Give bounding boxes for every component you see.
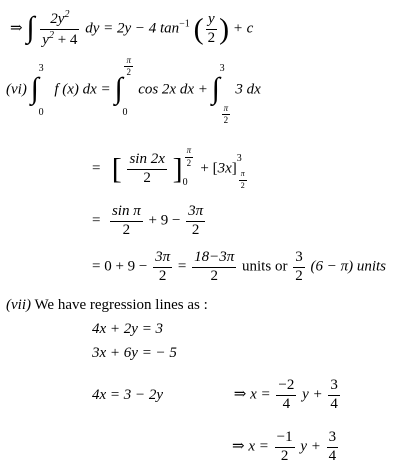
- fraction: $\frac{-1}{2}$: [276, 429, 293, 464]
- constant-term: + c: [232, 20, 254, 37]
- expression: 3 dx: [235, 81, 261, 98]
- equation-line-8: 3x + 6y = − 5: [92, 345, 177, 361]
- integral-with-limits: ∫ 3 0: [30, 63, 44, 118]
- fraction: $\frac{3}{2}$: [295, 249, 303, 284]
- fraction: $\frac{\sin 2x}{2}$: [129, 151, 165, 186]
- equation-line-10: ⇒ x = $\frac{-1}{2}$ y + $\frac{3}{4}$: [232, 429, 337, 464]
- expression: f (x) dx =: [54, 81, 111, 98]
- equation-line-3: = [ $\frac{\sin 2x}{2}$ ] $\frac{\pi}{2}$ 0 + [3x] 3 $\frac{\pi}{2}$: [92, 145, 245, 190]
- integral-with-limits: ∫ 3 $\frac{\pi}{2}$: [211, 63, 229, 126]
- fraction: $\frac{2y^2}{y^2 + 4}$: [42, 9, 78, 48]
- fraction: $\frac{-2}{4}$: [278, 377, 295, 412]
- equation-line-6: [6, 298, 208, 313]
- statement: We have regression lines as :: [34, 297, 208, 313]
- part-label: (vi): [6, 81, 27, 98]
- equation-line-5: = 0 + 9 − $\frac{3\pi}{2}$ = $\frac{18-3\pi}{2}$ units or $\frac{3}{2}$ (6 − π) units: [92, 249, 387, 284]
- equation-line-2: [6, 55, 261, 126]
- fraction: $\frac{\text{sin π}}{2}$: [111, 203, 141, 238]
- equation-line-4: = $\frac{\text{sin π}}{2}$ + 9 − $\frac{3\pi}{2}$: [92, 203, 204, 238]
- fraction: $\frac{3}{4}$: [330, 377, 338, 412]
- fraction: $\frac{y}{2}$: [207, 11, 216, 46]
- equation-line-9: 4x = 3 − 2y ⇒ x = $\frac{-2}{4}$ y + $\frac{3}{4}$: [92, 377, 338, 412]
- fraction: $\frac{18-3\pi}{2}$: [194, 249, 235, 284]
- part-label: (vii): [6, 297, 31, 313]
- expression: dy = 2y − 4 tan: [85, 20, 180, 37]
- integral-sign: ∫: [26, 11, 35, 45]
- equation-line-1: ⇒ ∫ $\frac{2y^2}{y^2 + 4}$ dy = 2y − 4 $\tan^{-1}$ ( $\frac{y}{2}$ ) + c: [10, 9, 254, 48]
- fraction: $\frac{3}{4}$: [328, 429, 337, 464]
- implies-symbol: ⇒: [10, 20, 23, 37]
- equation-line-7: 4x + 2y = 3: [92, 321, 164, 337]
- fraction: $\frac{3\pi}{2}$: [155, 249, 171, 284]
- integral-with-limits: ∫ $\frac{\pi}{2}$ 0: [114, 55, 131, 118]
- fraction: $\frac{3\pi}{2}$: [188, 203, 204, 238]
- expression: cos 2x dx +: [138, 81, 208, 98]
